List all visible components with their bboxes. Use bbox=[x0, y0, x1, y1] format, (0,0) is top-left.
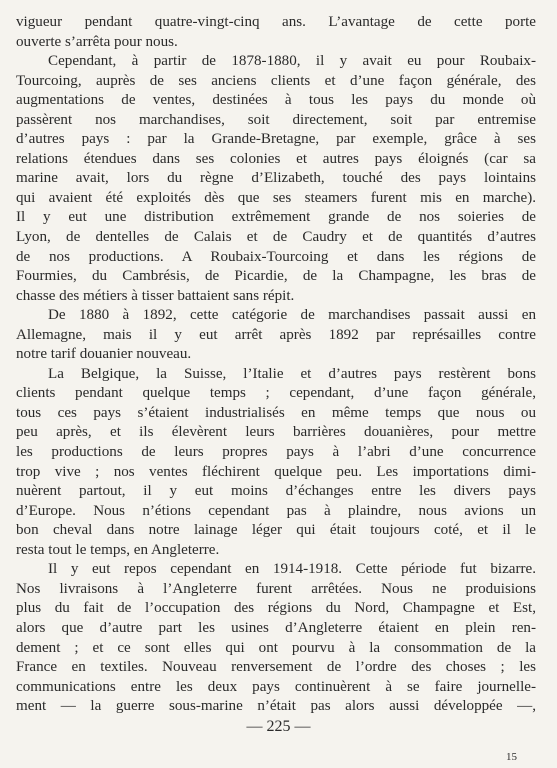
paragraph bbox=[16, 560, 536, 716]
text-line: alors que d’autre part les usines d’Angleterre étaient en plein ren- bbox=[16, 619, 536, 636]
text-line: clients pendant quelque temps ; cependant, d’une façon générale, bbox=[16, 385, 536, 402]
text-line: peu après, et ils élevèrent leurs barrières douanières, pour mettre bbox=[16, 424, 536, 441]
text-line: d’Europe. Nous n’étions cependant pas à plaindre, nous avions un bbox=[16, 502, 536, 519]
page-number: — 225 — bbox=[246, 718, 311, 735]
text-line: Tourcoing, auprès de ses anciens clients et d’une façon générale, des bbox=[16, 72, 536, 89]
text-line: qui avaient été exploités dès que ses steamers furent mis en marche). bbox=[16, 189, 536, 206]
text-line: tous ces pays s’étaient industrialisés en même temps que nous ou bbox=[16, 404, 536, 421]
text-line: Nos livraisons à l’Angleterre furent arrêtées. Nous ne produisions bbox=[16, 580, 536, 597]
text-line: communications entre les deux pays continuèrent à se faire journelle- bbox=[16, 678, 536, 695]
text-line: ment — la guerre sous-marine n’était pas alors aussi développée —, bbox=[16, 698, 536, 715]
text-line: vigueur pendant quatre-vingt-cinq ans. L’avantage de cette porte bbox=[16, 14, 536, 30]
text-line: resta tout le temps, en Angleterre. bbox=[16, 541, 220, 558]
text-line: augmentations de ventes, destinées à tous les pays du monde où bbox=[16, 92, 536, 109]
paragraph bbox=[16, 306, 536, 365]
text-line: Lyon, de dentelles de Calais et de Caudry et de quantités d’autres bbox=[16, 229, 536, 246]
text-line: marine avait, lors du règne d’Elizabeth, touché des pays lointains bbox=[16, 170, 536, 187]
text-line: plus du fait de l’occupation des régions du Nord, Champagne et Est, bbox=[16, 600, 536, 617]
text-line: notre tarif douanier nouveau. bbox=[16, 346, 192, 363]
text-line: Allemagne, mais il y eut arrêt après 1892 par représailles contre bbox=[16, 326, 536, 343]
text-line: dement ; et ce sont elles qui ont pourvu à la consommation de la bbox=[16, 639, 536, 656]
text-line: Il y eut repos cependant en 1914-1918. Cette période fut bizarre. bbox=[48, 561, 536, 578]
text-line: les productions de leurs propres pays à l’abri d’une concurrence bbox=[16, 444, 536, 461]
body-text bbox=[16, 13, 536, 717]
text-line: Il y eut une distribution extrêmement grande de nos soieries de bbox=[16, 209, 536, 226]
text-line: bon cheval dans notre lainage léger qui était toujours coté, et il le bbox=[16, 522, 536, 539]
text-line: d’autres pays : par la Grande-Bretagne, par exemple, grâce à ses bbox=[16, 131, 536, 148]
text-line: nuèrent partout, il y eut moins d’échanges entre les divers pays bbox=[16, 483, 536, 500]
paragraph bbox=[16, 52, 536, 306]
text-line: Fourmies, du Cambrésis, de Picardie, de la Champagne, les bras de bbox=[16, 268, 536, 285]
paragraph bbox=[16, 13, 536, 52]
text-line: ouverte s’arrêta pour nous. bbox=[16, 33, 178, 50]
sheet-number: 15 bbox=[506, 751, 517, 763]
text-line: de nos productions. A Roubaix-Tourcoing et dans les régions de bbox=[16, 248, 536, 265]
text-line: passèrent nos marchandises, soit directement, soit par entremise bbox=[16, 111, 536, 128]
text-line: relations étendues dans ses colonies et autres pays éloignés (car sa bbox=[16, 150, 536, 167]
text-line: France en textiles. Nouveau renversement de l’ordre des choses ; les bbox=[16, 659, 536, 676]
text-line: chasse des métiers à tisser battaient sans répit. bbox=[16, 287, 295, 304]
text-line: De 1880 à 1892, cette catégorie de marchandises passait aussi en bbox=[48, 307, 536, 324]
paragraph bbox=[16, 365, 536, 560]
text-line: Cependant, à partir de 1878-1880, il y avait eu pour Roubaix- bbox=[48, 53, 536, 70]
text-line: La Belgique, la Suisse, l’Italie et d’autres pays restèrent bons bbox=[48, 365, 536, 382]
text-line: trop vive ; nos ventes fléchirent quelque peu. Les importations dimi- bbox=[16, 463, 536, 480]
